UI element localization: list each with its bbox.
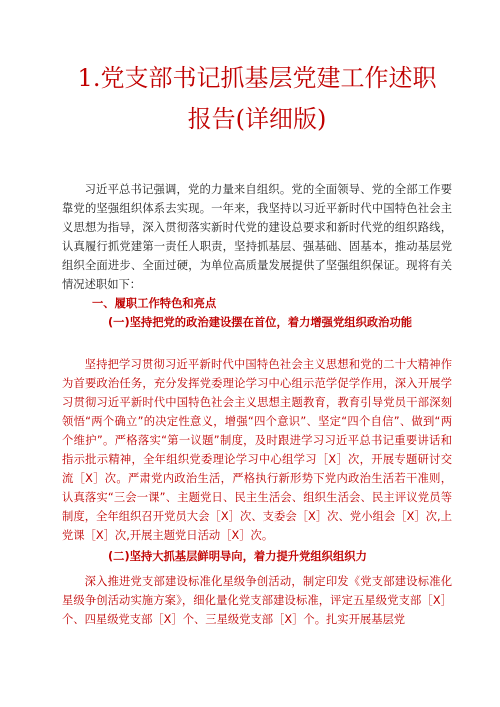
section-1-heading: 一、履职工作特色和亮点 xyxy=(92,297,217,310)
intro-paragraph: 习近平总书记强调，党的力量来自组织。党的全面领导、党的全部工作要靠党的坚强组织体系去实现。一年来，我坚持以习近平新时代中国特色社会主义思想为指导，深入贯彻落实新时代党的建设总要求和新时代党的组织路线，认真履行抓党建第一责任人职责，坚持抓基层、强基础、固基本，推动基层党组织全面进步、全面过硬，为单位高质量发展提供了坚强组织保证。现将有关情况述职如下： xyxy=(62,183,452,291)
subsection-2-body: 深入推进党支部建设标准化星级争创活动，制定印发《党支部建设标准化星级争创活动实施方案》，细化量化党支部建设标准，评定五星级党支部［X］个、四星级党支部［X］个、三星级党支部［X］个。扎实开展基层党 xyxy=(62,575,452,626)
subsection-1-body: 坚持把学习贯彻习近平新时代中国特色社会主义思想和党的二十大精神作为首要政治任务，充分发挥党委理论学习中心组示范学促学作用，深入开展学习贯彻习近平新时代中国特色社会主义思想主题教育，教育引导党员干部深刻领悟“两个确立”的决定性意义，增强“四个意识”、坚定“四个自信”、做到“两个维护”。严格落实“第一议题”制度，及时跟进学习习近平总书记重要讲话和指示批示精神，全年组织党委理论学习中心组学习［X］次，开展专题研讨交流［X］次。严肃党内政治生活，严格执行新形势下党内政治生活若干准则，认真落实“三会一课”、主题党日、民主生活会、组织生活会、民主评议党员等制度，全年组织召开党员大会［X］次、支委会［X］次、党小组会［X］次,上党课［X］次,开展主题党日活动［X］次。 xyxy=(62,358,452,542)
document-title xyxy=(62,58,452,140)
title-line-2: 报告(详细版) xyxy=(187,105,327,133)
subsection-2-heading: (二)坚持大抓基层鲜明导向，着力提升党组织组织力 xyxy=(108,550,367,563)
title-line-1: 1.党支部书记抓基层党建工作述职 xyxy=(77,64,437,92)
subsection-1-heading: (一)坚持把党的政治建设摆在首位，着力增强党组织政治功能 xyxy=(108,316,413,329)
